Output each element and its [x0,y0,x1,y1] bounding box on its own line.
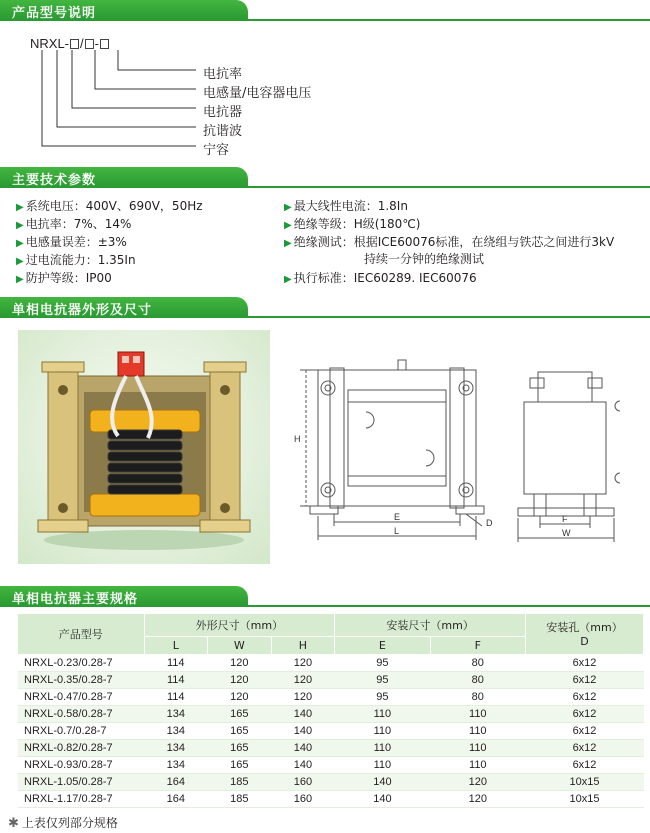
section-header-dims [0,297,248,317]
table-cell: 134 [144,739,208,756]
model-code-bracket-lines [0,0,650,160]
col-header-hole [526,614,644,654]
table-cell: 165 [208,705,272,722]
spec-item: ▶ 过电流能力：1.35In [16,253,136,267]
bullet-arrow-icon: ▶ [284,238,292,249]
dim-label-l: L [394,526,400,536]
section-title: 产品型号说明 [12,6,97,21]
col-subheader-h: H [271,636,335,654]
table-cell: 80 [430,688,525,705]
cell-model: NRXL-0.93/0.28-7 [18,756,144,773]
col-subheader-f: F [430,636,525,654]
table-cell: 134 [144,705,208,722]
reactor-illustration [18,330,270,564]
table-cell: 6x12 [526,688,644,705]
table-cell: 120 [430,773,525,790]
table-cell: 114 [144,654,208,671]
table-cell: 160 [271,773,335,790]
dim-label-w: W [562,528,571,538]
col-header-install: 安装尺寸（mm） [335,614,526,636]
table-row [18,739,644,756]
table-cell: 80 [430,654,525,671]
bullet-arrow-icon: ▶ [284,202,292,213]
dim-label-e: E [394,512,401,522]
spec-item: ▶ 执行标准：IEC60289. IEC60076 [284,271,477,285]
table-cell: 6x12 [526,739,644,756]
spec-table [18,614,644,808]
section-title: 主要技术参数 [12,173,97,188]
table-cell: 95 [335,671,430,688]
footnote-text: 上表仅列部分规格 [21,816,118,830]
bullet-arrow-icon: ▶ [284,220,292,231]
bullet-arrow-icon: ▶ [16,220,24,231]
table-cell: 10x15 [526,790,644,807]
table-cell: 140 [335,790,430,807]
col-subheader-l: L [144,636,208,654]
spec-item: ▶ 防护等级：IP00 [16,271,112,285]
bullet-arrow-icon: ▶ [16,274,24,285]
table-cell: 110 [430,722,525,739]
table-cell: 95 [335,654,430,671]
table-row [18,756,644,773]
dim-label-f: F [562,514,568,524]
table-cell: 80 [430,671,525,688]
table-cell: 6x12 [526,654,644,671]
table-cell: 165 [208,722,272,739]
table-cell: 134 [144,722,208,739]
bullet-arrow-icon: ▶ [16,238,24,249]
table-cell: 120 [208,688,272,705]
table-cell: 6x12 [526,756,644,773]
cell-model: NRXL-0.47/0.28-7 [18,688,144,705]
spec-item: ▶ 绝缘测试：根据ICE60076标准，在绕组与铁芯之间进行3kV [284,235,615,249]
bullet-arrow-icon: ▶ [16,202,24,213]
model-code-sep: - [94,36,99,51]
table-cell: 134 [144,756,208,773]
table-cell: 110 [335,722,430,739]
asterisk-icon: ✱ [8,816,19,831]
table-row [18,790,644,807]
spec-item-continued: 持续一分钟的绝缘测试 [364,252,485,266]
section-header-specs [0,167,248,187]
col-subheader-d: D [580,635,589,649]
table-cell: 164 [144,773,208,790]
bullet-arrow-icon: ▶ [284,274,292,285]
model-code-prefix: NRXL- [30,36,70,51]
table-cell: 120 [271,654,335,671]
table-cell: 10x15 [526,773,644,790]
table-cell: 164 [144,790,208,807]
table-cell: 120 [208,654,272,671]
cell-model: NRXL-0.7/0.28-7 [18,722,144,739]
table-cell: 120 [271,671,335,688]
table-cell: 95 [335,688,430,705]
cell-model: NRXL-0.82/0.28-7 [18,739,144,756]
table-row [18,722,644,739]
table-cell: 110 [430,705,525,722]
legend-item: 电感量/电容器电压 [203,86,312,101]
reactor-photo [18,330,270,564]
dim-label-h: H [294,434,301,444]
table-row [18,773,644,790]
table-cell: 140 [271,756,335,773]
col-header-model: 产品型号 [18,614,144,654]
cell-model: NRXL-1.17/0.28-7 [18,790,144,807]
cell-model: NRXL-0.58/0.28-7 [18,705,144,722]
table-row [18,671,644,688]
legend-item: 宁容 [203,143,230,158]
table-cell: 6x12 [526,671,644,688]
table-cell: 114 [144,688,208,705]
table-cell: 110 [335,705,430,722]
col-header-hole-title: 安装孔（mm） [546,621,623,635]
bullet-arrow-icon: ▶ [16,256,24,267]
legend-item: 抗谐波 [203,124,243,139]
table-cell: 140 [271,705,335,722]
table-cell: 120 [271,688,335,705]
section-title: 单相电抗器外形及尺寸 [12,303,153,318]
legend-item: 电抗器 [203,105,243,120]
dimension-drawing [290,330,620,560]
cell-model: NRXL-0.35/0.28-7 [18,671,144,688]
col-subheader-e: E [335,636,430,654]
table-row [18,654,644,671]
model-code-sep: / [80,36,84,51]
table-cell: 140 [271,722,335,739]
table-cell: 6x12 [526,722,644,739]
spec-item: ▶ 电感量误差：±3% [16,235,127,249]
table-cell: 110 [335,756,430,773]
col-subheader-w: W [208,636,272,654]
table-cell: 185 [208,773,272,790]
spec-item: ▶ 最大线性电流：1.8In [284,199,408,213]
table-row [18,705,644,722]
table-row [18,688,644,705]
spec-item: ▶ 电抗率：7%、14% [16,217,132,231]
table-cell: 110 [335,739,430,756]
footnote [8,814,118,831]
table-cell: 185 [208,790,272,807]
table-cell: 165 [208,739,272,756]
spec-table-body [18,654,644,807]
table-cell: 120 [430,790,525,807]
cell-model: NRXL-0.23/0.28-7 [18,654,144,671]
dim-label-d: D [486,518,493,528]
table-cell: 120 [208,671,272,688]
legend-item: 电抗率 [203,67,243,82]
table-cell: 160 [271,790,335,807]
cell-model: NRXL-1.05/0.28-7 [18,773,144,790]
table-cell: 114 [144,671,208,688]
spec-item: ▶ 绝缘等级：H级(180℃) [284,217,421,231]
table-cell: 110 [430,739,525,756]
table-cell: 165 [208,756,272,773]
table-cell: 140 [271,739,335,756]
table-cell: 6x12 [526,705,644,722]
table-cell: 110 [430,756,525,773]
table-cell: 140 [335,773,430,790]
spec-item: ▶ 系统电压：400V、690V，50Hz [16,199,203,213]
section-header-table [0,586,248,606]
section-title: 单相电抗器主要规格 [12,592,139,607]
col-header-outer: 外形尺寸（mm） [144,614,335,636]
